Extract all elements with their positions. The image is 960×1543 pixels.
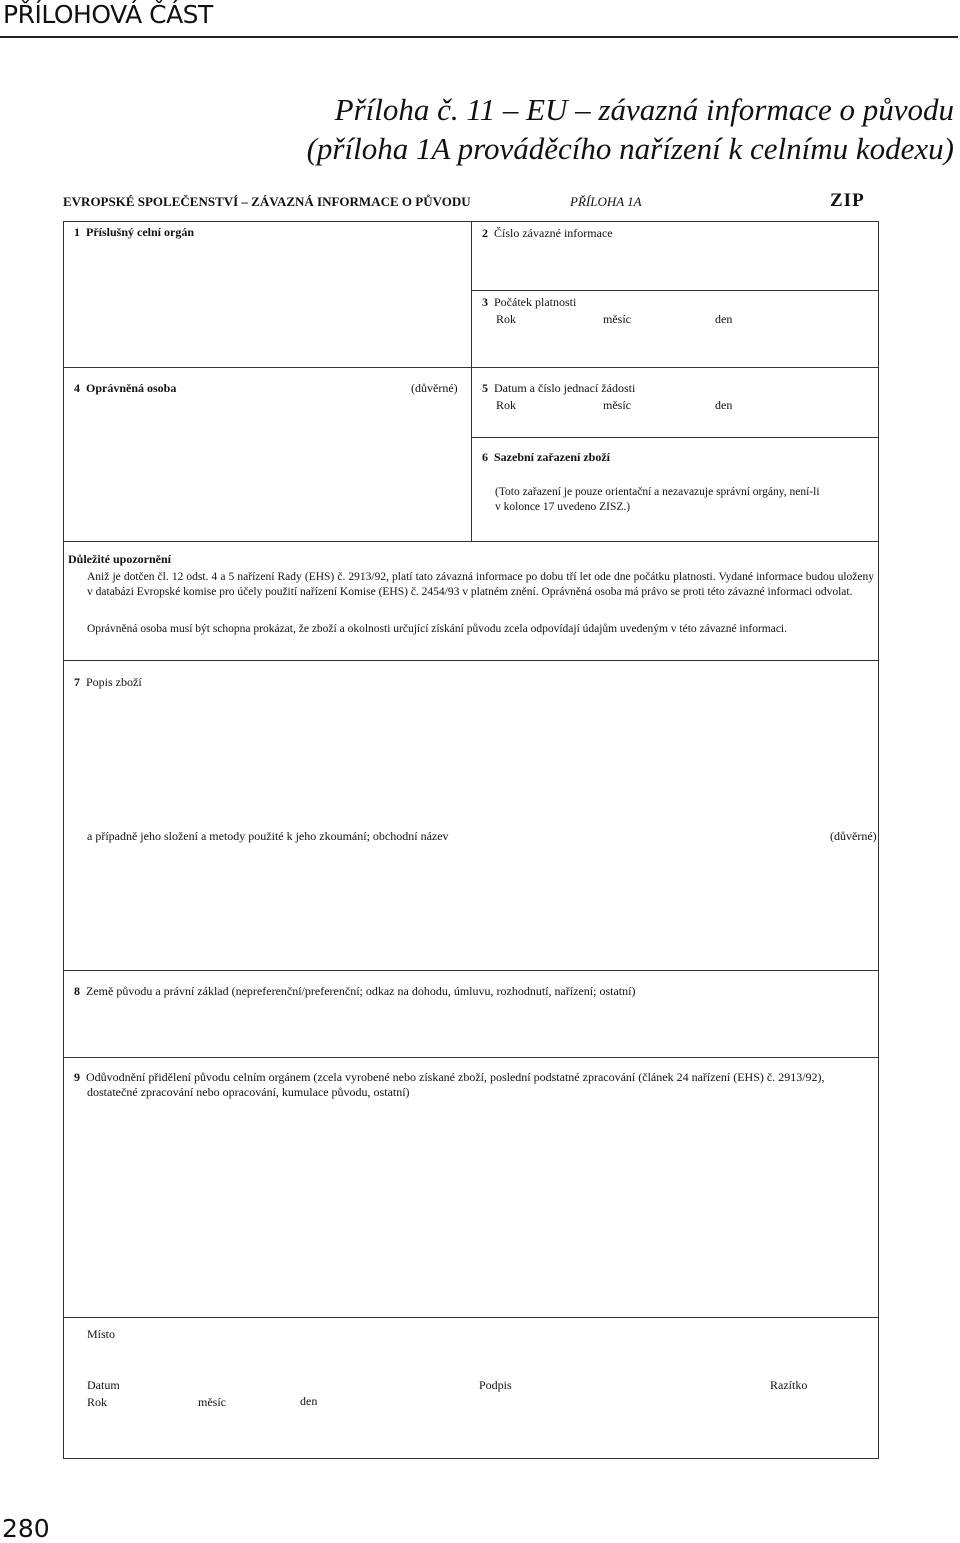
field-6-title: Sazební zařazení zboží [494, 450, 610, 464]
notice-title: Důležité upozornění [68, 552, 171, 566]
field-4-number: 4 [74, 381, 80, 395]
field-7-confidential-note: (důvěrné) [830, 829, 877, 843]
field-5-month-label: měsíc [603, 398, 631, 412]
field-3-number: 3 [482, 295, 488, 309]
signature-date-label: Datum [87, 1378, 120, 1392]
field-6-note-line-2: v kolonce 17 uvedeno ZISZ.) [495, 501, 631, 513]
divider-signature [63, 1317, 879, 1318]
title-line-2: (příloha 1A prováděcího nařízení k celnímu kodexu) [306, 131, 954, 166]
field-1-title: Příslušný celní orgán [86, 225, 195, 239]
field-2-title: Číslo závazné informace [494, 226, 613, 240]
field-3-day-label: den [715, 312, 733, 326]
running-head: PŘÍLOHOVÁ ČÁST [3, 0, 213, 29]
signature-sign-label: Podpis [479, 1378, 512, 1392]
field-5-title: Datum a číslo jednací žádosti [494, 381, 636, 395]
field-7-sub-label: a případně jeho složení a metody použité k jeho zkoumání; obchodní název [87, 829, 449, 843]
signature-month-label: měsíc [198, 1395, 226, 1409]
divider-vertical-top [471, 221, 472, 541]
form-header-left: EVROPSKÉ SPOLEČENSTVÍ – ZÁVAZNÁ INFORMACE O PŮVODU [63, 194, 471, 209]
field-3-title: Počátek platnosti [494, 295, 577, 309]
field-1-label [74, 225, 194, 240]
signature-day-label: den [300, 1394, 318, 1408]
field-8-title: Země původu a právní základ (nepreferenční/preferenční; odkaz na dohodu, úmluvu, rozhodnutí, nařízení; ostatní) [86, 984, 636, 998]
form-header-zip: ZIP [830, 190, 865, 211]
field-9-title-line-2: dostatečné zpracování nebo opracování, kumulace původu, ostatní) [87, 1085, 410, 1099]
divider-field-8 [63, 970, 879, 971]
field-5-year-label: Rok [496, 398, 517, 412]
divider-field-2-3 [471, 290, 879, 291]
field-6-note-line-1: (Toto zařazení je pouze orientační a nezavazuje správní orgány, není-li [495, 486, 820, 498]
signature-year-label: Rok [87, 1395, 108, 1409]
notice-paragraph-2: Oprávněná osoba musí být schopna prokázat, že zboží a okolnosti určující získání původu zcela odpovídají údajům uvedeným v této závazné informaci. [87, 623, 788, 635]
signature-stamp-label: Razítko [770, 1378, 808, 1392]
field-2-number: 2 [482, 226, 488, 240]
field-7-label [74, 675, 142, 690]
field-9-label [74, 1070, 825, 1085]
document-title [307, 90, 954, 168]
notice-paragraph-1: Aniž je dotčen čl. 12 odst. 4 a 5 nařízení Rady (EHS) č. 2913/92, platí tato závazná informace po dobu tří let ode dne počátku platnosti. Vydané informace budou uloženy v databázi Evropské komise pro účely použití nařízení Komise (EHS) č. 2454/93 v platném znění. Oprávněná osoba má právo se proti této závazné informaci odvolat. [87, 571, 874, 598]
field-3-month-label: měsíc [603, 312, 631, 326]
field-6-label [482, 450, 610, 465]
form-header-annex: PŘÍLOHA 1A [570, 194, 642, 209]
header-rule [0, 36, 958, 38]
field-3-year-label: Rok [496, 312, 517, 326]
field-4-label [74, 381, 176, 396]
field-5-day-label: den [715, 398, 733, 412]
field-9-title-line-1: Odůvodnění přidělení původu celním orgánem (zcela vyrobené nebo získané zboží, poslední podstatné zpracování (článek 24 nařízení (EHS) č. 2913/92), [86, 1070, 825, 1084]
divider-notice [63, 541, 879, 542]
field-5-number: 5 [482, 381, 488, 395]
field-8-number: 8 [74, 984, 80, 998]
field-5-label [482, 381, 635, 396]
field-1-number: 1 [74, 225, 80, 239]
divider-field-7 [63, 660, 879, 661]
field-3-label [482, 295, 576, 310]
field-7-number: 7 [74, 675, 80, 689]
field-4-title: Oprávněná osoba [86, 381, 177, 395]
field-8-label [74, 984, 635, 999]
title-line-1: Příloha č. 11 – EU – závazná informace o původu [334, 92, 954, 127]
divider-field-5-6 [471, 437, 879, 438]
divider-field-1-4 [63, 367, 879, 368]
page-number: 280 [2, 1514, 50, 1543]
field-2-label [482, 226, 613, 241]
divider-field-9 [63, 1057, 879, 1058]
field-6-number: 6 [482, 450, 488, 464]
field-9-number: 9 [74, 1070, 80, 1084]
signature-place-label: Místo [87, 1327, 116, 1341]
field-4-confidential-note: (důvěrné) [411, 381, 458, 395]
field-7-title: Popis zboží [86, 675, 142, 689]
